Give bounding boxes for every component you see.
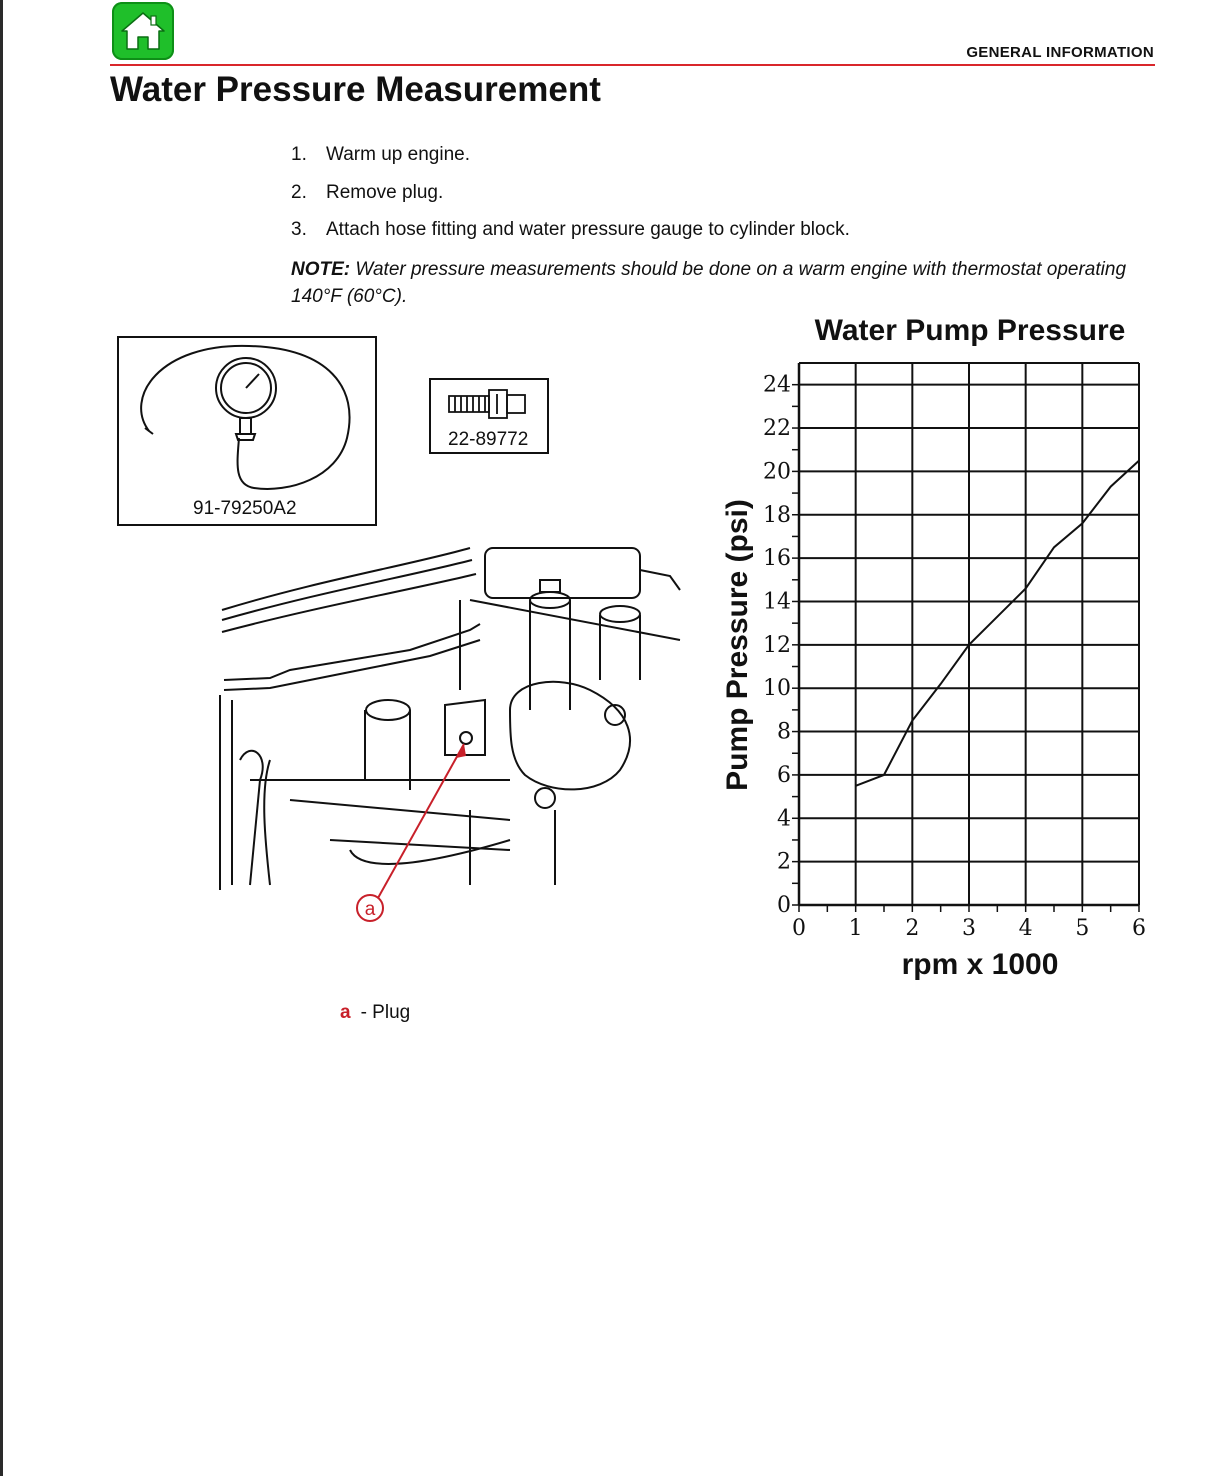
procedure-steps [291, 144, 850, 257]
step-item [291, 144, 850, 182]
y-tick-label: 8 [777, 719, 791, 745]
y-tick-label: 24 [763, 372, 791, 398]
step-number: 2. [291, 181, 307, 203]
y-tick-label: 0 [777, 893, 791, 918]
x-tick-label: 1 [848, 916, 863, 941]
hose-fitting-icon [431, 380, 547, 424]
y-tick-label: 2 [777, 849, 791, 875]
tool-part-number: 91-79250A2 [193, 498, 297, 519]
tool-gauge-box [117, 336, 377, 526]
legend-letter: a [340, 1002, 351, 1023]
y-tick-label: 22 [763, 416, 791, 442]
step-text: Attach hose fitting and water pressure gauge to cylinder block. [326, 219, 850, 240]
note-text: Water pressure measurements should be done on a warm engine with thermostat operating 140°F (60°C). [291, 259, 1127, 307]
x-tick-label: 0 [792, 916, 806, 941]
x-tick-label: 5 [1075, 916, 1090, 941]
tool-part-number: 22-89772 [448, 429, 529, 450]
page-title: Water Pressure Measurement [110, 70, 601, 109]
y-tick-label: 10 [763, 676, 791, 702]
y-tick-label: 18 [763, 502, 791, 528]
y-tick-label: 6 [777, 762, 791, 788]
chart-title: Water Pump Pressure [814, 314, 1126, 347]
callout-a: a [356, 894, 384, 922]
y-tick-label: 20 [763, 459, 791, 485]
x-tick-label: 3 [962, 916, 976, 941]
legend-text: - Plug [360, 1002, 411, 1023]
x-tick-label: 4 [1018, 916, 1033, 941]
engine-illustration [210, 540, 690, 930]
note-label: NOTE: [291, 259, 351, 280]
step-item [291, 182, 850, 220]
y-tick-label: 4 [777, 806, 791, 832]
step-number: 3. [291, 219, 307, 240]
chart-xlabel: rpm x 1000 [901, 948, 1059, 981]
pressure-gauge-icon [119, 338, 375, 498]
water-pump-pressure-chart [700, 350, 1170, 950]
header-rule [110, 64, 1155, 66]
x-tick-label: 2 [905, 916, 920, 941]
figure-legend [340, 1002, 410, 1024]
tool-fitting-box [429, 378, 549, 454]
page-left-border [0, 0, 3, 1476]
section-label: GENERAL INFORMATION [966, 44, 1154, 61]
home-icon [120, 10, 166, 52]
y-tick-label: 16 [763, 546, 791, 572]
x-tick-label: 6 [1132, 916, 1146, 941]
chart-ylabel: Pump Pressure (psi) [721, 499, 754, 791]
step-text: Remove plug. [326, 181, 444, 203]
step-number: 1. [291, 144, 307, 165]
step-text: Warm up engine. [326, 144, 470, 165]
step-item [291, 219, 850, 257]
y-tick-label: 14 [763, 589, 791, 615]
series-line [856, 461, 1139, 786]
note [291, 256, 1171, 310]
y-tick-label: 12 [763, 632, 791, 658]
home-button[interactable] [112, 2, 174, 60]
